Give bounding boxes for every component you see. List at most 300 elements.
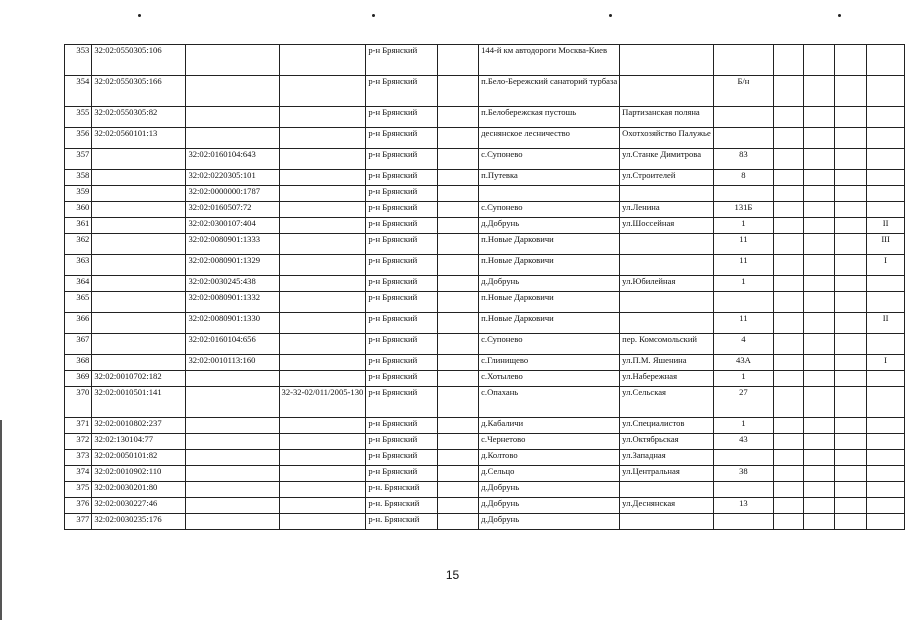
table-row [65,292,905,313]
row-number-cell: 372 [65,434,92,450]
registration-number-cell [279,45,366,76]
empty-cell [803,418,834,434]
house-number-cell: 8 [713,170,773,186]
empty-cell [438,334,479,355]
locality-cell: с.Чернетово [479,434,620,450]
empty-cell [438,355,479,371]
locality-cell: п.Бело-Бережский санаторий турбаза [479,76,620,107]
row-number-cell: 361 [65,218,92,234]
row-number-cell: 374 [65,466,92,482]
empty-cell [835,466,867,482]
property-registry-table [64,44,905,530]
street-cell [620,292,714,313]
empty-cell [803,482,834,498]
registration-number-cell [279,149,366,170]
house-number-cell [713,450,773,466]
empty-cell [774,149,804,170]
table-row [65,418,905,434]
empty-cell [835,149,867,170]
locality-cell: деснянское лесничество [479,128,620,149]
building-cadastral-cell: 32:02:0030245:438 [186,276,279,292]
district-cell: р-н Брянский [366,387,438,418]
locality-cell: п.Новые Дарковичи [479,234,620,255]
street-cell: ул.Центральная [620,466,714,482]
empty-cell [835,434,867,450]
empty-cell [774,466,804,482]
registration-number-cell [279,418,366,434]
row-number-cell: 359 [65,186,92,202]
cadastral-number-cell [92,170,186,186]
table-row [65,371,905,387]
row-number-cell: 377 [65,514,92,530]
building-cadastral-cell: 32:02:0300107:404 [186,218,279,234]
building-cadastral-cell [186,107,279,128]
registration-number-cell [279,255,366,276]
locality-cell: с.Опахань [479,387,620,418]
table-row [65,334,905,355]
empty-cell [835,387,867,418]
registration-number-cell [279,450,366,466]
cadastral-number-cell: 32:02:0550305:106 [92,45,186,76]
empty-cell [774,482,804,498]
category-cell [867,371,905,387]
empty-cell [835,355,867,371]
empty-cell [835,107,867,128]
street-cell: Партизанская поляна [620,107,714,128]
district-cell: р-н Брянский [366,128,438,149]
scan-mark-dot [372,14,375,17]
registration-number-cell [279,498,366,514]
building-cadastral-cell: 32:02:0160507:72 [186,202,279,218]
empty-cell [835,450,867,466]
registration-number-cell [279,128,366,149]
house-number-cell: 1 [713,371,773,387]
street-cell: ул.П.М. Яшенина [620,355,714,371]
empty-cell [438,255,479,276]
empty-cell [774,186,804,202]
building-cadastral-cell [186,371,279,387]
locality-cell: д.Добрунь [479,218,620,234]
empty-cell [438,186,479,202]
building-cadastral-cell [186,466,279,482]
street-cell: ул.Октябрьская [620,434,714,450]
district-cell: р-н Брянский [366,107,438,128]
registration-number-cell [279,355,366,371]
row-number-cell: 362 [65,234,92,255]
empty-cell [835,45,867,76]
registration-number-cell [279,170,366,186]
building-cadastral-cell [186,387,279,418]
empty-cell [803,45,834,76]
empty-cell [774,107,804,128]
empty-cell [803,234,834,255]
category-cell [867,45,905,76]
empty-cell [438,387,479,418]
empty-cell [438,45,479,76]
category-cell [867,387,905,418]
empty-cell [835,371,867,387]
district-cell: р-н Брянский [366,186,438,202]
cadastral-number-cell: 32:02:0030235:176 [92,514,186,530]
row-number-cell: 356 [65,128,92,149]
table-row [65,107,905,128]
street-cell: ул.Западная [620,450,714,466]
cadastral-number-cell [92,313,186,334]
empty-cell [835,418,867,434]
empty-cell [803,170,834,186]
empty-cell [438,450,479,466]
empty-cell [774,371,804,387]
locality-cell: д.Добрунь [479,514,620,530]
house-number-cell [713,482,773,498]
row-number-cell: 375 [65,482,92,498]
empty-cell [835,292,867,313]
empty-cell [774,170,804,186]
cadastral-number-cell [92,276,186,292]
cadastral-number-cell: 32:02:130104:77 [92,434,186,450]
empty-cell [438,371,479,387]
building-cadastral-cell: 32:02:0160104:656 [186,334,279,355]
house-number-cell: 4 [713,334,773,355]
empty-cell [438,128,479,149]
house-number-cell: 11 [713,234,773,255]
district-cell: р-н Брянский [366,450,438,466]
table-row [65,255,905,276]
empty-cell [803,292,834,313]
category-cell [867,170,905,186]
locality-cell: д.Добрунь [479,482,620,498]
empty-cell [835,334,867,355]
district-cell: р-н Брянский [366,170,438,186]
category-cell [867,482,905,498]
row-number-cell: 369 [65,371,92,387]
category-cell [867,76,905,107]
row-number-cell: 376 [65,498,92,514]
street-cell [620,186,714,202]
house-number-cell: 1 [713,418,773,434]
locality-cell: с.Супонево [479,334,620,355]
empty-cell [438,466,479,482]
district-cell: р-н Брянский [366,76,438,107]
building-cadastral-cell: 32:02:0080901:1333 [186,234,279,255]
cadastral-number-cell [92,234,186,255]
empty-cell [835,234,867,255]
empty-cell [835,186,867,202]
row-number-cell: 365 [65,292,92,313]
house-number-cell [713,107,773,128]
empty-cell [438,234,479,255]
street-cell [620,255,714,276]
empty-cell [438,292,479,313]
locality-cell: д.Добрунь [479,498,620,514]
empty-cell [835,218,867,234]
registration-number-cell [279,292,366,313]
empty-cell [774,387,804,418]
house-number-cell: 1 [713,276,773,292]
cadastral-number-cell: 32:02:0030201:80 [92,482,186,498]
empty-cell [803,149,834,170]
row-number-cell: 354 [65,76,92,107]
district-cell: р-н Брянский [366,434,438,450]
house-number-cell: 131Б [713,202,773,218]
district-cell: р-н Брянский [366,202,438,218]
row-number-cell: 360 [65,202,92,218]
registration-number-cell [279,76,366,107]
street-cell [620,482,714,498]
house-number-cell [713,128,773,149]
registration-number-cell [279,234,366,255]
row-number-cell: 366 [65,313,92,334]
table-row [65,313,905,334]
locality-cell: с.Глинищево [479,355,620,371]
table-row [65,514,905,530]
registration-number-cell [279,313,366,334]
category-cell [867,276,905,292]
street-cell: ул.Специалистов [620,418,714,434]
cadastral-number-cell [92,355,186,371]
registration-number-cell [279,202,366,218]
empty-cell [774,450,804,466]
locality-cell: д.Колтово [479,450,620,466]
cadastral-number-cell: 32:02:0550305:82 [92,107,186,128]
empty-cell [774,76,804,107]
building-cadastral-cell [186,482,279,498]
row-number-cell: 367 [65,334,92,355]
empty-cell [774,313,804,334]
cadastral-number-cell: 32:02:0010802:237 [92,418,186,434]
empty-cell [803,450,834,466]
empty-cell [438,276,479,292]
category-cell [867,186,905,202]
empty-cell [835,170,867,186]
street-cell [620,76,714,107]
building-cadastral-cell [186,434,279,450]
street-cell: ул.Набережная [620,371,714,387]
district-cell: р-н Брянский [366,371,438,387]
district-cell: р-н. Брянский [366,514,438,530]
empty-cell [774,128,804,149]
table-row [65,45,905,76]
empty-cell [835,482,867,498]
registration-number-cell [279,482,366,498]
empty-cell [803,255,834,276]
category-cell [867,434,905,450]
empty-cell [803,313,834,334]
category-cell [867,498,905,514]
building-cadastral-cell: 32:02:0000000:1787 [186,186,279,202]
category-cell: II [867,313,905,334]
cadastral-number-cell [92,334,186,355]
street-cell [620,313,714,334]
district-cell: р-н Брянский [366,418,438,434]
category-cell [867,107,905,128]
locality-cell: 144-й км автодороги Москва-Киев [479,45,620,76]
empty-cell [438,434,479,450]
locality-cell: д.Добрунь [479,276,620,292]
locality-cell: п.Белобережская пустошь [479,107,620,128]
empty-cell [774,498,804,514]
house-number-cell: 27 [713,387,773,418]
category-cell [867,292,905,313]
street-cell: Охотхозяйство Палужье [620,128,714,149]
empty-cell [774,355,804,371]
category-cell [867,450,905,466]
empty-cell [803,387,834,418]
table-row [65,355,905,371]
district-cell: р-н Брянский [366,313,438,334]
locality-cell: п.Новые Дарковичи [479,292,620,313]
empty-cell [438,482,479,498]
category-cell: III [867,234,905,255]
cadastral-number-cell [92,149,186,170]
building-cadastral-cell [186,128,279,149]
table-row [65,466,905,482]
empty-cell [835,255,867,276]
registration-number-cell [279,514,366,530]
empty-cell [774,514,804,530]
cadastral-number-cell: 32:02:0010501:141 [92,387,186,418]
table-row [65,149,905,170]
street-cell: ул.Юбилейная [620,276,714,292]
empty-cell [438,313,479,334]
table-row [65,186,905,202]
building-cadastral-cell: 32:02:0160104:643 [186,149,279,170]
empty-cell [438,218,479,234]
empty-cell [803,107,834,128]
district-cell: р-н Брянский [366,45,438,76]
row-number-cell: 370 [65,387,92,418]
registration-number-cell [279,466,366,482]
empty-cell [803,498,834,514]
house-number-cell: 43А [713,355,773,371]
table-row [65,76,905,107]
locality-cell: п.Новые Дарковичи [479,255,620,276]
empty-cell [835,514,867,530]
house-number-cell: Б/н [713,76,773,107]
registration-number-cell [279,334,366,355]
table-row [65,434,905,450]
empty-cell [803,466,834,482]
empty-cell [803,202,834,218]
house-number-cell: 13 [713,498,773,514]
category-cell [867,202,905,218]
building-cadastral-cell: 32:02:0080901:1330 [186,313,279,334]
locality-cell: п.Новые Дарковичи [479,313,620,334]
category-cell [867,466,905,482]
empty-cell [774,334,804,355]
empty-cell [803,186,834,202]
locality-cell [479,186,620,202]
district-cell: р-н Брянский [366,149,438,170]
empty-cell [438,149,479,170]
empty-cell [835,76,867,107]
house-number-cell [713,45,773,76]
house-number-cell: 11 [713,255,773,276]
cadastral-number-cell: 32:02:0550305:166 [92,76,186,107]
empty-cell [774,255,804,276]
locality-cell: п.Путевка [479,170,620,186]
category-cell: I [867,255,905,276]
street-cell: ул.Станке Димитрова [620,149,714,170]
empty-cell [803,334,834,355]
locality-cell: с.Супонево [479,149,620,170]
empty-cell [803,128,834,149]
building-cadastral-cell [186,498,279,514]
district-cell: р-н Брянский [366,234,438,255]
street-cell [620,45,714,76]
empty-cell [803,76,834,107]
district-cell: р-н Брянский [366,334,438,355]
empty-cell [803,276,834,292]
table-row [65,387,905,418]
registration-number-cell [279,218,366,234]
empty-cell [774,276,804,292]
registration-number-cell [279,276,366,292]
cadastral-number-cell: 32:02:0050101:82 [92,450,186,466]
table-row [65,234,905,255]
category-cell: I [867,355,905,371]
empty-cell [438,498,479,514]
empty-cell [803,355,834,371]
empty-cell [438,76,479,107]
table-row [65,498,905,514]
locality-cell: д.Кабаличи [479,418,620,434]
category-cell [867,334,905,355]
building-cadastral-cell: 32:02:0080901:1329 [186,255,279,276]
building-cadastral-cell [186,418,279,434]
table-row [65,202,905,218]
street-cell: ул.Деснянская [620,498,714,514]
building-cadastral-cell: 32:02:0010113:160 [186,355,279,371]
empty-cell [835,202,867,218]
district-cell: р-н Брянский [366,276,438,292]
empty-cell [835,276,867,292]
street-cell [620,514,714,530]
cadastral-number-cell: 32:02:0010902:110 [92,466,186,482]
house-number-cell: 1 [713,218,773,234]
table-row [65,276,905,292]
page-number: 15 [445,568,460,582]
registration-number-cell [279,186,366,202]
cadastral-number-cell: 32:02:0560101:13 [92,128,186,149]
table-row [65,170,905,186]
row-number-cell: 371 [65,418,92,434]
building-cadastral-cell [186,76,279,107]
cadastral-number-cell [92,255,186,276]
row-number-cell: 355 [65,107,92,128]
district-cell: р-н Брянский [366,292,438,313]
scan-mark-dot [138,14,141,17]
cadastral-number-cell: 32:02:0030227:46 [92,498,186,514]
table-row [65,482,905,498]
house-number-cell: 83 [713,149,773,170]
street-cell: пер. Комсомольский [620,334,714,355]
empty-cell [803,514,834,530]
district-cell: р-н. Брянский [366,482,438,498]
street-cell: ул.Шоссейная [620,218,714,234]
scan-mark-dot [838,14,841,17]
empty-cell [835,313,867,334]
house-number-cell [713,186,773,202]
cadastral-number-cell [92,218,186,234]
empty-cell [774,45,804,76]
district-cell: р-н Брянский [366,255,438,276]
empty-cell [835,498,867,514]
empty-cell [438,170,479,186]
locality-cell: с.Супонево [479,202,620,218]
empty-cell [803,218,834,234]
table-row [65,128,905,149]
